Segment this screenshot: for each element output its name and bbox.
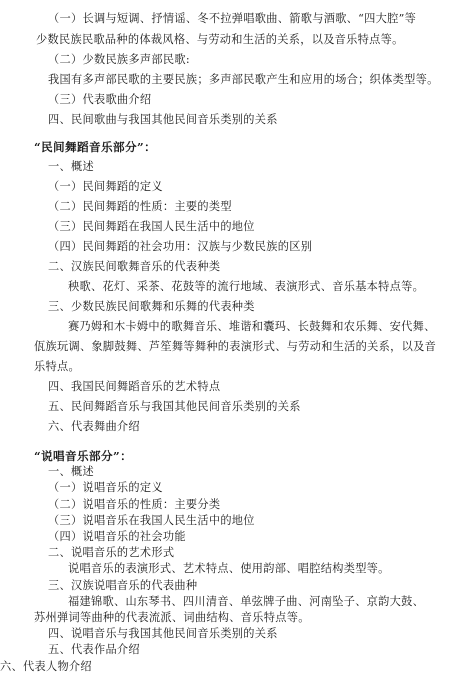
text-line: （三）说唱音乐在我国人民生活中的地位 [48,513,255,527]
text-line: （三）代表歌曲介绍 [48,93,152,106]
text-line: 二、说唱音乐的艺术形式 [48,546,175,560]
section-heading: “民间舞蹈音乐部分”： [34,140,157,154]
text-line: 二、汉族民间歌舞音乐的代表种类 [48,260,221,273]
text-line: （四）民间舞蹈的社会功用：汉族与少数民族的区别 [48,240,313,253]
text-line: （一）长调与短调、抒情谣、冬不拉弹唱歌曲、箭歌与酒歌、“四大腔”等 [48,12,417,25]
text-line: （一）民间舞蹈的定义 [48,180,163,193]
text-line: 福建锦歌、山东琴书、四川清音、单弦牌子曲、河南坠子、京韵大鼓、 [68,594,425,608]
text-line: （一）说唱音乐的定义 [48,481,163,495]
text-line: 一、概述 [48,160,94,173]
text-line: 我国有多声部民歌的主要民族；多声部民歌产生和应用的场合；织体类型等。 [48,73,439,86]
text-line: 一、概述 [48,465,94,479]
text-line: 四、民间歌曲与我国其他民间音乐类别的关系 [48,113,278,126]
text-line: 苏州弹词等曲种的代表流派、词曲结构、音乐特点等。 [34,611,310,624]
text-line: 三、汉族说唱音乐的代表曲种 [48,578,198,592]
text-line: （四）说唱音乐的社会功能 [48,530,186,543]
text-line: 三、少数民族民间歌舞和乐舞的代表种类 [48,300,255,313]
text-line: 少数民族民歌品种的体裁风格、与劳动和生活的关系，以及音乐特点等。 [36,33,404,46]
text-line: （三）民间舞蹈在我国人民生活中的地位 [48,220,255,233]
text-line: 赛乃姆和木卡姆中的歌舞音乐、堆谐和囊玛、长鼓舞和农乐舞、安代舞、 [68,320,436,333]
text-line: 说唱音乐的表演形式、艺术特点、使用韵部、唱腔结构类型等。 [68,562,390,576]
text-line: 四、我国民间舞蹈音乐的艺术特点 [48,380,221,393]
text-line: 乐特点。 [34,360,80,373]
text-line: 秧歌、花灯、采茶、花鼓等的流行地域、表演形式、音乐基本特点等。 [68,280,425,293]
text-line: 四、说唱音乐与我国其他民间音乐类别的关系 [48,627,278,641]
text-line: 五、民间舞蹈音乐与我国其他民间音乐类别的关系 [48,400,301,413]
text-line: 六、代表舞曲介绍 [48,420,140,433]
text-line: （二）民间舞蹈的性质：主要的类型 [48,200,232,213]
section-heading: “说唱音乐部分”： [34,449,133,463]
text-line: （二）说唱音乐的性质：主要分类 [48,497,221,511]
text-line: 五、代表作品介绍 [48,643,140,657]
text-line: 六、代表人物介绍 [0,659,92,673]
text-line: （二）少数民族多声部民歌: [48,53,190,66]
text-line: 佤族玩调、象脚鼓舞、芦笙舞等舞种的表演形式、与劳动和生活的关系，以及音 [34,340,437,353]
